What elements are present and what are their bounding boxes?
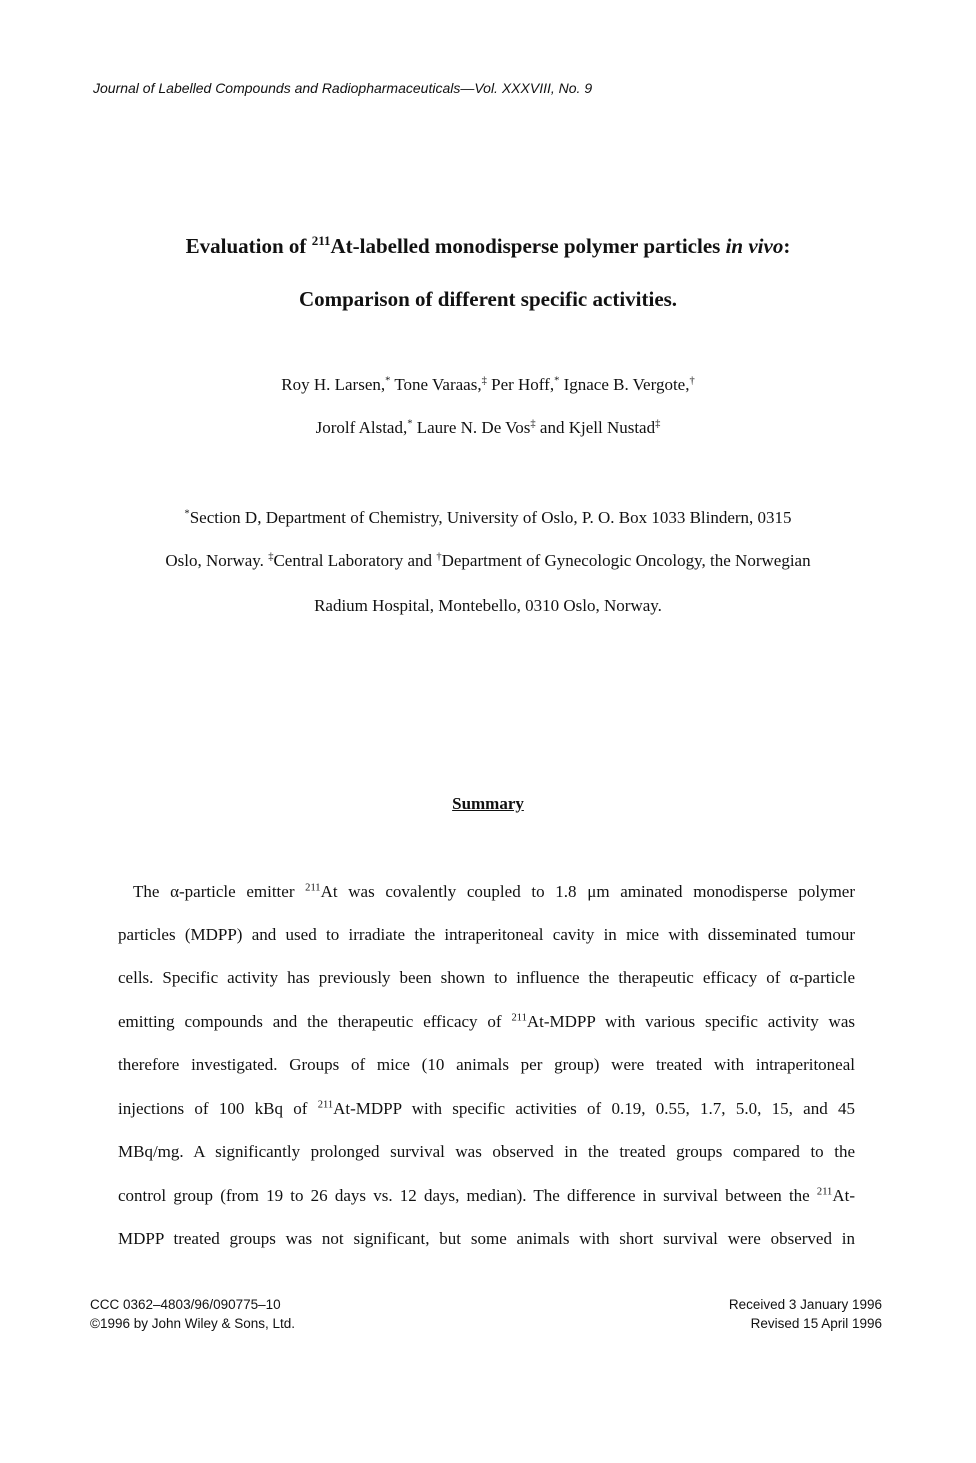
authors-line-1: Roy H. Larsen,* Tone Varaas,‡ Per Hoff,* Ignace B. Vergote,† [281, 375, 695, 394]
summary-line-4: emitting compounds and the therapeutic efficacy of $^{211}$At-MDPP with various specific activity was [118, 1012, 855, 1031]
summary-line-5: therefore investigated. Groups of mice (10 animals per group) were treated with intraperitoneal [118, 1055, 855, 1074]
ccc-code: CCC 0362–4803/96/090775–10 [90, 1297, 281, 1312]
summary-line-2: particles (MDPP) and used to irradiate the intraperitoneal cavity in mice with disseminated tumour [118, 925, 855, 944]
summary-line-9: MDPP treated groups was not significant, but some animals with short survival were observed in [118, 1229, 855, 1248]
summary-line-7: MBq/mg. A significantly prolonged survival was observed in the treated groups compared to the [118, 1142, 855, 1161]
journal-header: Journal of Labelled Compounds and Radiopharmaceuticals—Vol. XXXVIII, No. 9 [93, 80, 593, 96]
footer-left [90, 1295, 295, 1333]
affiliation-line-1: *Section D, Department of Chemistry, University of Oslo, P. O. Box 1033 Blindern, 0315 [184, 508, 792, 527]
summary-line-1: The α-particle emitter $^{211}$At was covalently coupled to 1.8 μm aminated monodisperse polymer [133, 882, 855, 901]
summary-line-6: injections of 100 kBq of $^{211}$At-MDPP with specific activities of 0.19, 0.55, 1.7, 5.0, 15, and 45 [118, 1099, 855, 1118]
received-date: Received 3 January 1996 [728, 1297, 882, 1312]
copyright: ©1996 by John Wiley & Sons, Ltd. [90, 1316, 296, 1331]
title-line-1: Evaluation of $^{211}$At-labelled monodisperse polymer particles in vivo: [185, 233, 791, 258]
title-line-2: Comparison of different specific activities. [298, 287, 678, 311]
affiliation-line-3: Radium Hospital, Montebello, 0310 Oslo, Norway. [314, 596, 662, 615]
authors-line-2: Jorolf Alstad,* Laure N. De Vos‡ and Kjell Nustad‡ [315, 418, 661, 437]
revised-date: Revised 15 April 1996 [750, 1316, 882, 1331]
summary-line-3: cells. Specific activity has previously been shown to influence the therapeutic efficacy of α-particle [118, 968, 855, 987]
summary-line-8: control group (from 19 to 26 days vs. 12 days, median). The difference in survival between the $^{211}$At- [118, 1186, 855, 1205]
footer-right [729, 1295, 882, 1333]
summary-heading: Summary [452, 794, 524, 813]
affiliation-line-2: Oslo, Norway. ‡Central Laboratory and †Department of Gynecologic Oncology, the Norwegian [165, 551, 811, 570]
